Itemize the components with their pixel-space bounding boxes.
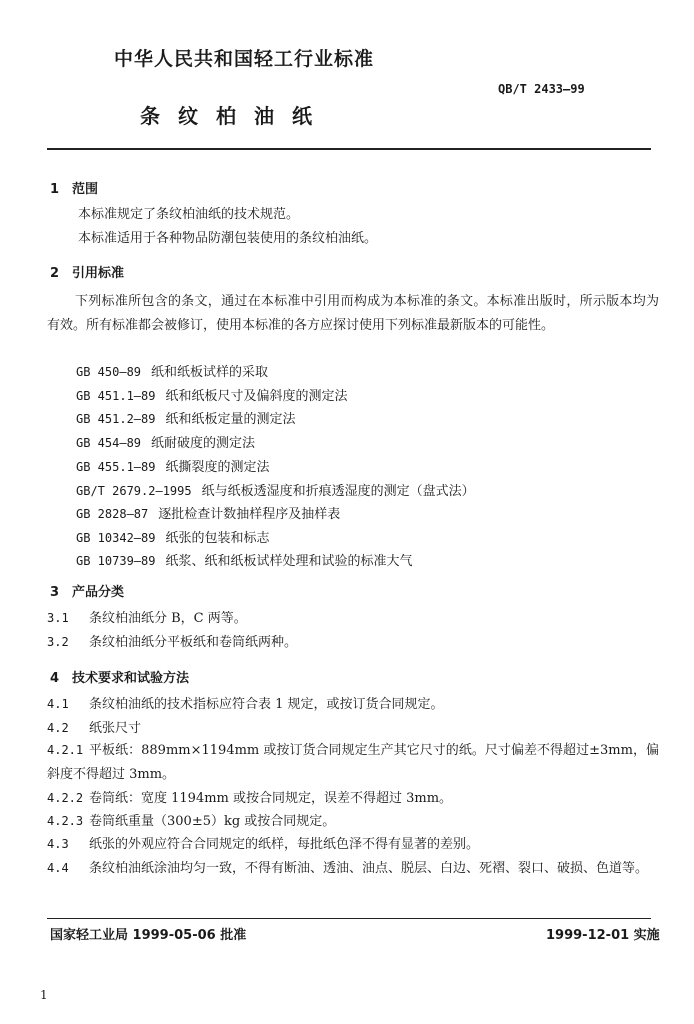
scope-line: 本标准规定了条纹柏油纸的技术规范。 [78, 207, 300, 222]
reference-item [76, 550, 413, 569]
reference-title: 纸和纸板试样的采取 [151, 365, 269, 380]
reference-title: 纸耐破度的测定法 [151, 436, 256, 451]
reference-title: 纸和纸板尺寸及偏斜度的测定法 [165, 389, 348, 404]
references-intro: 下列标准所包含的条文，通过在本标准中引用而构成为本标准的条文。本标准出版时，所示版本均为有效。所有标准都会被修订，使用本标准的各方应探讨使用下列标准最新版本的可能性。 [47, 294, 659, 333]
reference-code: GB 450—89 [76, 365, 142, 379]
section-number: 3 [50, 585, 60, 600]
reference-code: GB 451.2—89 [76, 412, 156, 426]
reference-item [76, 408, 296, 427]
reference-item [76, 361, 268, 380]
clause-number: 3.2 [47, 635, 69, 649]
section-title: 产品分类 [72, 585, 125, 600]
reference-title: 纸浆、纸和纸板试样处理和试验的标准大气 [165, 554, 413, 569]
reference-code: GB 455.1—89 [76, 460, 156, 474]
reference-code: GB 2828—87 [76, 507, 149, 521]
clause-text: 条纹柏油纸的技术指标应符合表 1 规定，或按订货合同规定。 [89, 697, 444, 712]
reference-code: GB/T 2679.2—1995 [76, 484, 192, 498]
reference-item [76, 480, 475, 499]
clause-item [47, 738, 659, 787]
section-title: 引用标准 [72, 266, 125, 281]
clause-text: 平板纸：889mm×1194mm 或按订货合同规定生产其它尺寸的纸。尺寸偏差不得超过±3mm，偏斜度不得超过 3mm。 [47, 743, 659, 782]
reference-item [76, 503, 340, 522]
approval-date: 国家轻工业局 1999-05-06 批准 [50, 928, 247, 943]
clause-number: 4.4 [47, 861, 69, 875]
clause-number: 4.2 [47, 721, 69, 735]
reference-code: GB 10739—89 [76, 554, 156, 568]
clause-text: 条纹柏油纸涂油均匀一致，不得有断油、透油、油点、脱层、白边、死褶、裂口、破损、色道等。 [89, 861, 649, 876]
reference-item [76, 527, 270, 546]
section-number: 2 [50, 266, 60, 281]
header-divider [47, 148, 651, 150]
scope-line: 本标准适用于各种物品防潮包装使用的条纹柏油纸。 [78, 231, 378, 246]
clause-number: 3.1 [47, 611, 69, 625]
reference-title: 纸撕裂度的测定法 [165, 460, 270, 475]
clause-item [47, 786, 659, 811]
clause-item [47, 856, 659, 881]
reference-code: GB 451.1—89 [76, 389, 156, 403]
reference-code: GB 454—89 [76, 436, 142, 450]
section-4-heading [50, 667, 189, 686]
section-number: 1 [50, 182, 60, 197]
reference-code: GB 10342—89 [76, 531, 156, 545]
page-number: 1 [40, 988, 48, 1002]
clause-item [47, 692, 659, 717]
section-title: 范围 [72, 182, 99, 197]
standard-code: QB/T 2433—99 [498, 82, 585, 96]
clause-text: 条纹柏油纸分平板纸和卷筒纸两种。 [89, 635, 298, 650]
clause-item [47, 832, 659, 857]
section-1-heading [50, 178, 98, 197]
clause-text: 纸张的外观应符合合同规定的纸样，每批纸色泽不得有显著的差别。 [89, 837, 480, 852]
clause-text: 条纹柏油纸分 B，C 两等。 [89, 611, 247, 626]
reference-item [76, 456, 270, 475]
section-number: 4 [50, 671, 60, 686]
clause-number: 4.2.2 [47, 791, 84, 805]
implementation-date: 1999-12-01 实施 [546, 928, 660, 943]
clause-item [47, 809, 659, 834]
section-title: 技术要求和试验方法 [72, 671, 190, 686]
clause-text: 卷筒纸：宽度 1194mm 或按合同规定，误差不得超过 3mm。 [89, 791, 453, 806]
clause-number: 4.3 [47, 837, 69, 851]
clause-number: 4.2.1 [47, 743, 84, 757]
reference-item [76, 385, 348, 404]
clause-item [47, 630, 659, 655]
reference-title: 纸和纸板定量的测定法 [165, 412, 296, 427]
footer-divider [47, 918, 651, 919]
section-3-heading [50, 581, 124, 600]
section-2-heading [50, 262, 124, 281]
reference-title: 纸张的包装和标志 [165, 531, 270, 546]
clause-number: 4.2.3 [47, 814, 84, 828]
clause-text: 卷筒纸重量（300±5）kg 或按合同规定。 [89, 814, 336, 829]
reference-title: 纸与纸板透湿度和折痕透湿度的测定（盘式法） [201, 484, 475, 499]
clause-item [47, 606, 659, 631]
document-title: 条纹柏油纸 [140, 104, 330, 128]
issuing-header: 中华人民共和国轻工行业标准 [114, 48, 375, 70]
reference-item [76, 432, 255, 451]
clause-text: 纸张尺寸 [89, 721, 142, 736]
reference-title: 逐批检查计数抽样程序及抽样表 [158, 507, 341, 522]
clause-number: 4.1 [47, 697, 69, 711]
